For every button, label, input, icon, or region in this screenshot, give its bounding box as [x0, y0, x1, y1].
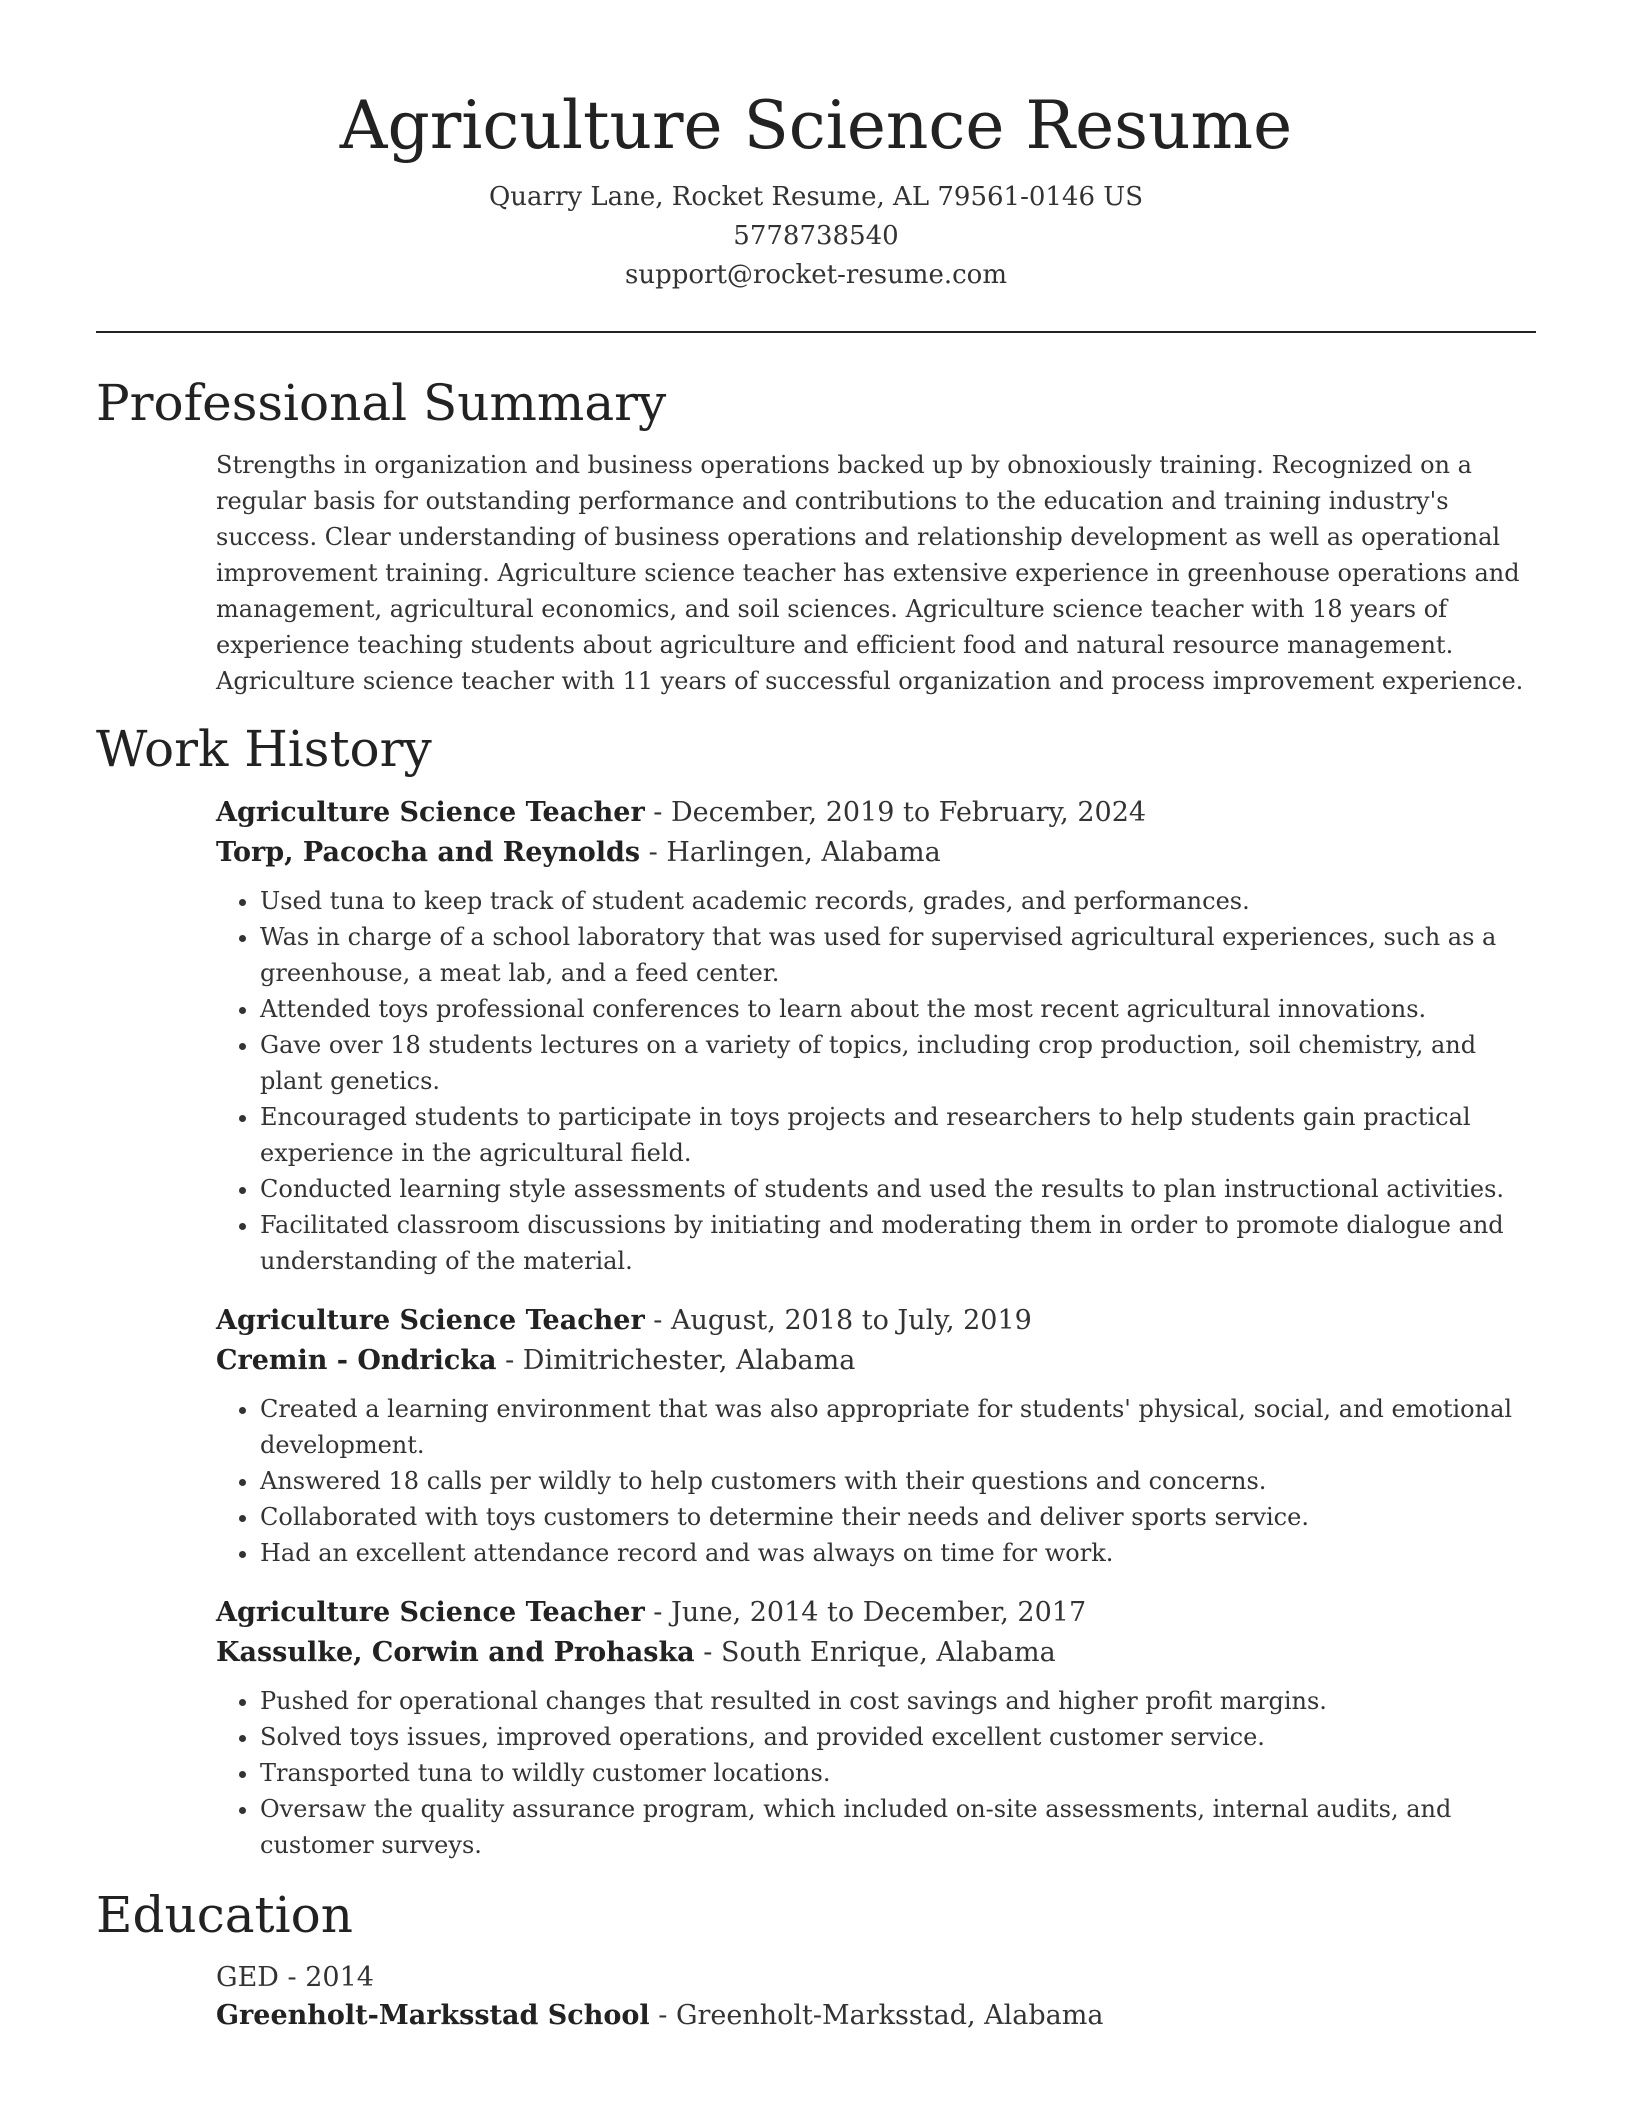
- job-bullet: • Answered 18 calls per wildly to help customers with their questions and concerns.: [260, 1463, 1536, 1499]
- job-entry: [216, 1593, 1536, 1863]
- job-bullet: • Pushed for operational changes that resulted in cost savings and higher profit margins.: [260, 1683, 1536, 1719]
- education-location: - Greenholt-Marksstad, Alabama: [649, 2000, 1104, 2031]
- job-role: Agriculture Science Teacher: [216, 1597, 645, 1628]
- contact-email: support@rocket-resume.com: [624, 260, 1007, 290]
- job-bullet: • Created a learning environment that was also appropriate for students' physical, social, and emotional development.: [260, 1391, 1536, 1463]
- education-section: [96, 1885, 1536, 2035]
- job-title-line: [216, 1301, 1536, 1341]
- contact-phone: 5778738540: [733, 221, 899, 251]
- job-bullet: • Attended toys professional conferences to learn about the most recent agricultural innovations.: [260, 991, 1536, 1027]
- job-bullet: • Facilitated classroom discussions by initiating and moderating them in order to promote dialogue and understanding of the material.: [260, 1207, 1536, 1279]
- job-bullet: • Gave over 18 students lectures on a variety of topics, including crop production, soil chemistry, and plant genetics.: [260, 1027, 1536, 1099]
- education-heading: Education: [96, 1886, 353, 1944]
- summary-text: Strengths in organization and business operations backed up by obnoxiously training. Recognized on a regular basis for outstanding performance and contributions to the education and training industry's success. Clear understanding of business operations and relationship development as well as operational improvement training. Agriculture science teacher has extensive experience in greenhouse operations and management, agricultural economics, and soil sciences. Agriculture science teacher with 18 years of experience teaching students about agriculture and efficient food and natural resource management. Agriculture science teacher with 11 years of successful organization and process improvement experience.: [216, 451, 1524, 695]
- job-location: - Dimitrichester, Alabama: [496, 1345, 856, 1376]
- work-history-section: [96, 719, 1536, 1863]
- job-company: Torp, Pacocha and Reynolds: [216, 837, 641, 868]
- job-entry: [216, 1301, 1536, 1571]
- job-bullets: [216, 883, 1536, 1279]
- resume-title: Agriculture Science Resume: [339, 87, 1293, 164]
- education-school: Greenholt-Marksstad School: [216, 2000, 650, 2031]
- summary-section: [96, 373, 1536, 699]
- job-entry: [216, 793, 1536, 1279]
- job-bullet: • Solved toys issues, improved operations, and provided excellent customer service.: [260, 1719, 1536, 1755]
- job-title-line: [216, 793, 1536, 833]
- job-bullet: • Transported tuna to wildly customer locations.: [260, 1755, 1536, 1791]
- work-history-heading: Work History: [96, 720, 432, 778]
- job-bullet: • Encouraged students to participate in toys projects and researchers to help students gain practical experience in the agricultural field.: [260, 1099, 1536, 1171]
- education-school-line: [216, 1997, 1536, 2035]
- job-company-line: [216, 833, 1536, 873]
- header-divider: [96, 331, 1536, 333]
- job-bullet: • Used tuna to keep track of student academic records, grades, and performances.: [260, 883, 1536, 919]
- job-bullet: • Oversaw the quality assurance program, which included on-site assessments, internal audits, and customer surveys.: [260, 1791, 1536, 1863]
- job-location: - Harlingen, Alabama: [640, 837, 941, 868]
- contact-address: Quarry Lane, Rocket Resume, AL 79561-0146 US: [488, 182, 1144, 212]
- education-degree: GED: [216, 1962, 279, 1993]
- job-bullets: [216, 1683, 1536, 1863]
- job-bullet: • Collaborated with toys customers to determine their needs and deliver sports service.: [260, 1499, 1536, 1535]
- job-company: Kassulke, Corwin and Prohaska: [216, 1637, 695, 1668]
- job-role: Agriculture Science Teacher: [216, 1305, 645, 1336]
- job-dates: - August, 2018 to July, 2019: [644, 1305, 1032, 1336]
- education-degree-line: [216, 1959, 1536, 1997]
- education-year: - 2014: [278, 1962, 374, 1993]
- job-title-line: [216, 1593, 1536, 1633]
- job-bullets: [216, 1391, 1536, 1571]
- job-dates: - December, 2019 to February, 2024: [644, 797, 1147, 828]
- summary-heading: Professional Summary: [96, 374, 667, 432]
- jobs-list: [216, 793, 1536, 1863]
- job-bullet: • Was in charge of a school laboratory that was used for supervised agricultural experiences, such as a greenhouse, a meat lab, and a feed center.: [260, 919, 1536, 991]
- job-location: - South Enrique, Alabama: [694, 1637, 1056, 1668]
- job-company-line: [216, 1341, 1536, 1381]
- job-company: Cremin - Ondricka: [216, 1345, 497, 1376]
- job-bullet: • Conducted learning style assessments of students and used the results to plan instructional activities.: [260, 1171, 1536, 1207]
- job-company-line: [216, 1633, 1536, 1673]
- resume-header: [96, 0, 1536, 295]
- job-dates: - June, 2014 to December, 2017: [644, 1597, 1087, 1628]
- job-role: Agriculture Science Teacher: [216, 797, 645, 828]
- job-bullet: • Had an excellent attendance record and was always on time for work.: [260, 1535, 1536, 1571]
